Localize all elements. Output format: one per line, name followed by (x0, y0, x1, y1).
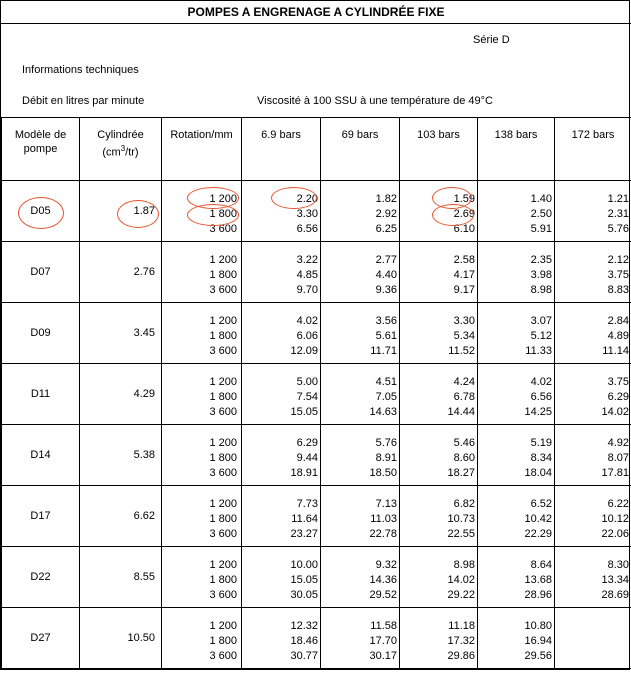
flow-value: 28.96 (524, 589, 552, 601)
table-header-row (2, 118, 631, 181)
cell-flow-p5 (555, 242, 631, 303)
flow-value: 3.30 (296, 208, 318, 220)
flow-value: 11.71 (370, 345, 397, 357)
cell-flow-p1 (242, 608, 321, 669)
cell-flow-p3 (400, 303, 478, 364)
flow-value: 2.58 (453, 254, 475, 266)
cell-flow-p2 (321, 364, 400, 425)
title-divider (1, 23, 631, 24)
table-row (2, 547, 631, 608)
header-displacement-line1: Cylindrée (97, 129, 144, 141)
rotation-value: 1 800 (209, 635, 237, 647)
flow-value: 3.07 (530, 315, 552, 327)
rotation-value: 1 200 (209, 437, 237, 449)
cell-displacement: 6.62 (80, 486, 162, 547)
flow-value: 2.84 (607, 315, 629, 327)
cell-flow-p4 (478, 303, 555, 364)
flow-value: 17.32 (447, 635, 475, 647)
header-pressure-2: 69 bars (321, 118, 400, 181)
table-row (2, 486, 631, 547)
flow-value: 4.17 (453, 269, 475, 281)
cell-flow-p4 (478, 242, 555, 303)
flow-value: 6.22 (607, 498, 629, 510)
flow-value: 6.06 (296, 330, 318, 342)
flow-value: 7.73 (296, 498, 318, 510)
cell-flow-p4 (478, 547, 555, 608)
flow-value: 6.78 (453, 391, 475, 403)
flow-value: 11.52 (448, 345, 475, 357)
cell-rotation (162, 425, 242, 486)
header-displacement (80, 118, 162, 181)
cell-rotation (162, 364, 242, 425)
flow-value: 3.30 (453, 315, 475, 327)
flow-value: 14.36 (369, 574, 397, 586)
cell-flow-p5 (555, 547, 631, 608)
flow-value: 7.05 (375, 391, 397, 403)
cell-displacement: 10.50 (80, 608, 162, 669)
cell-flow-p3 (400, 364, 478, 425)
flow-value: 3.75 (607, 269, 629, 281)
flow-value: 2.35 (530, 254, 552, 266)
flow-value: 5.61 (375, 330, 397, 342)
flow-value: 30.17 (369, 650, 397, 662)
series-label: Série D (473, 34, 510, 46)
cell-model: D05 (2, 181, 80, 242)
cell-flow-p2 (321, 242, 400, 303)
flow-value: 22.55 (447, 528, 475, 540)
flow-value: 3.98 (530, 269, 552, 281)
flow-value: 13.68 (524, 574, 552, 586)
flow-value: 11.14 (602, 345, 629, 357)
flow-value: 30.77 (290, 650, 318, 662)
rotation-value: 1 200 (209, 315, 237, 327)
flow-value: 12.32 (290, 620, 318, 632)
cell-model: D07 (2, 242, 80, 303)
rotation-value: 1 800 (209, 452, 237, 464)
cell-flow-p4 (478, 364, 555, 425)
flow-value: 30.05 (290, 589, 318, 601)
flow-value (555, 649, 629, 664)
flow-value: 6.82 (453, 498, 475, 510)
rotation-value: 3 600 (209, 284, 237, 296)
cell-flow-p4 (478, 608, 555, 669)
cell-flow-p5 (555, 425, 631, 486)
flow-value: 14.02 (601, 406, 629, 418)
flow-value (555, 619, 629, 634)
flow-value: 5.46 (453, 437, 475, 449)
cell-flow-p5 (555, 608, 631, 669)
cell-model: D11 (2, 364, 80, 425)
flow-value: 2.69 (453, 208, 475, 220)
flow-value: 9.44 (296, 452, 318, 464)
flow-value: 14.63 (369, 406, 397, 418)
flow-value: 4.92 (607, 437, 629, 449)
rotation-value: 1 200 (209, 498, 237, 510)
flow-value: 11.03 (370, 513, 397, 525)
flow-value: 4.40 (375, 269, 397, 281)
flow-value (555, 634, 629, 649)
cell-displacement: 3.45 (80, 303, 162, 364)
cell-model: D27 (2, 608, 80, 669)
table-row (2, 242, 631, 303)
flow-value: 15.05 (290, 406, 318, 418)
cell-flow-p1 (242, 364, 321, 425)
flow-value: 12.09 (290, 345, 318, 357)
cell-displacement: 4.29 (80, 364, 162, 425)
flow-value: 2.20 (296, 193, 318, 205)
flow-value: 29.52 (369, 589, 397, 601)
cell-flow-p1 (242, 547, 321, 608)
cell-model: D17 (2, 486, 80, 547)
flow-value: 8.91 (375, 452, 397, 464)
flow-value: 14.44 (447, 406, 475, 418)
cell-flow-p2 (321, 486, 400, 547)
flow-value: 5.76 (607, 223, 629, 235)
flow-value: 8.34 (530, 452, 552, 464)
flow-value: 10.80 (524, 620, 552, 632)
flow-value: 22.06 (601, 528, 629, 540)
flow-value: 1.82 (375, 193, 397, 205)
flow-value: 2.12 (607, 254, 629, 266)
flow-value: 11.33 (525, 345, 552, 357)
unit-post: /tr) (125, 146, 139, 159)
flow-value: 3.22 (296, 254, 318, 266)
cell-flow-p1 (242, 486, 321, 547)
flow-value: 18.27 (447, 467, 475, 479)
flow-value: 6.56 (530, 391, 552, 403)
flow-value: 6.10 (453, 223, 475, 235)
rotation-value: 3 600 (209, 650, 237, 662)
flow-value: 2.77 (375, 254, 397, 266)
rotation-value: 1 800 (209, 269, 237, 281)
flow-value: 3.56 (375, 315, 397, 327)
flow-value: 14.02 (447, 574, 475, 586)
rotation-value: 1 200 (209, 254, 237, 266)
flow-value: 4.85 (296, 269, 318, 281)
flow-value: 29.56 (524, 650, 552, 662)
rotation-value: 1 800 (209, 208, 237, 220)
rotation-value: 1 800 (209, 574, 237, 586)
flow-value: 18.50 (369, 467, 397, 479)
table-row (2, 608, 631, 669)
flow-unit-label: Débit en litres par minute (22, 95, 145, 107)
cell-flow-p5 (555, 486, 631, 547)
cell-flow-p1 (242, 242, 321, 303)
highlight-circle-displacement (117, 200, 159, 228)
flow-value: 13.34 (601, 574, 629, 586)
flow-value: 2.31 (607, 208, 629, 220)
cell-rotation (162, 608, 242, 669)
flow-value: 9.32 (375, 559, 397, 571)
header-rotation: Rotation/mm (162, 118, 242, 181)
viscosity-label: Viscosité à 100 SSU à une température de 49°C (257, 95, 493, 107)
flow-value: 3.75 (607, 376, 629, 388)
header-model-line2: pompe (23, 143, 58, 155)
header-pressure-3: 103 bars (400, 118, 478, 181)
flow-value: 8.98 (453, 559, 475, 571)
flow-value: 4.24 (453, 376, 475, 388)
cell-displacement: 8.55 (80, 547, 162, 608)
flow-value: 4.02 (530, 376, 552, 388)
flow-value: 1.40 (530, 193, 552, 205)
flow-value: 9.36 (375, 284, 397, 296)
rotation-value: 3 600 (209, 345, 237, 357)
flow-value: 5.91 (530, 223, 552, 235)
rotation-value: 3 600 (209, 467, 237, 479)
flow-value: 6.29 (296, 437, 318, 449)
flow-value: 1.59 (453, 193, 475, 205)
cell-displacement: 2.76 (80, 242, 162, 303)
cell-flow-p4 (478, 486, 555, 547)
flow-value: 5.34 (453, 330, 475, 342)
rotation-value: 1 800 (209, 330, 237, 342)
flow-value: 18.46 (290, 635, 318, 647)
flow-value: 5.12 (530, 330, 552, 342)
flow-value: 8.98 (530, 284, 552, 296)
flow-value: 18.91 (290, 467, 318, 479)
flow-value: 6.56 (296, 223, 318, 235)
flow-value: 16.94 (524, 635, 552, 647)
flow-value: 29.22 (447, 589, 475, 601)
flow-value: 22.78 (369, 528, 397, 540)
flow-value: 23.27 (290, 528, 318, 540)
cell-model: D22 (2, 547, 80, 608)
cell-flow-p3 (400, 608, 478, 669)
flow-value: 17.70 (369, 635, 397, 647)
flow-value: 5.00 (296, 376, 318, 388)
header-model-line1: Modèle de (14, 129, 67, 141)
flow-value: 10.42 (524, 513, 552, 525)
rotation-value: 1 800 (209, 513, 237, 525)
cell-flow-p2 (321, 547, 400, 608)
technical-info-label: Informations techniques (22, 64, 139, 76)
highlight-circle-rotation-1800 (187, 204, 239, 226)
table-row (2, 425, 631, 486)
cell-rotation (162, 303, 242, 364)
flow-value: 28.69 (601, 589, 629, 601)
flow-value: 8.64 (530, 559, 552, 571)
header-pressure-4: 138 bars (478, 118, 555, 181)
flow-value: 14.25 (524, 406, 552, 418)
document-title: POMPES A ENGRENAGE A CYLINDRÉE FIXE (187, 5, 445, 19)
cell-flow-p3 (400, 425, 478, 486)
flow-value: 18.04 (524, 467, 552, 479)
header-displacement-unit (80, 142, 161, 160)
cell-flow-p1 (242, 425, 321, 486)
rotation-value: 3 600 (209, 406, 237, 418)
flow-value: 2.50 (530, 208, 552, 220)
flow-value: 8.30 (607, 559, 629, 571)
flow-value: 6.52 (530, 498, 552, 510)
cell-flow-p2 (321, 608, 400, 669)
rotation-value: 1 200 (209, 376, 237, 388)
rotation-value: 3 600 (209, 528, 237, 540)
header-model (2, 118, 80, 181)
flow-value: 6.29 (607, 391, 629, 403)
cell-flow-p4 (478, 425, 555, 486)
cell-flow-p2 (321, 425, 400, 486)
cell-flow-p2 (321, 303, 400, 364)
cell-flow-p2 (321, 181, 400, 242)
flow-value: 11.58 (370, 620, 397, 632)
header-pressure-1: 6.9 bars (242, 118, 321, 181)
table-row (2, 181, 631, 242)
flow-value: 17.81 (601, 467, 629, 479)
cell-flow-p5 (555, 364, 631, 425)
flow-value: 4.02 (296, 315, 318, 327)
flow-value: 5.19 (530, 437, 552, 449)
flow-value: 6.25 (375, 223, 397, 235)
flow-value: 10.73 (447, 513, 475, 525)
rotation-value: 1 200 (209, 559, 237, 571)
rotation-value: 1 200 (209, 620, 237, 632)
table-row (2, 364, 631, 425)
flow-value: 7.54 (296, 391, 318, 403)
flow-value: 1.21 (607, 193, 629, 205)
cell-flow-p1 (242, 303, 321, 364)
cell-flow-p3 (400, 547, 478, 608)
flow-value: 5.76 (375, 437, 397, 449)
flow-value: 8.83 (607, 284, 629, 296)
cell-displacement: 5.38 (80, 425, 162, 486)
flow-value: 4.89 (607, 330, 629, 342)
flow-value: 9.17 (453, 284, 475, 296)
cell-flow-p5 (555, 303, 631, 364)
highlight-circle-6-9bar (271, 187, 317, 209)
flow-value: 8.60 (453, 452, 475, 464)
rotation-value: 3 600 (209, 589, 237, 601)
rotation-value: 1 800 (209, 391, 237, 403)
cell-flow-p4 (478, 181, 555, 242)
flow-value: 7.13 (375, 498, 397, 510)
flow-value: 11.18 (448, 620, 475, 632)
cell-model: D14 (2, 425, 80, 486)
flow-value: 8.07 (607, 452, 629, 464)
cell-flow-p3 (400, 242, 478, 303)
cell-flow-p3 (400, 486, 478, 547)
cell-rotation (162, 486, 242, 547)
flow-value: 29.86 (447, 650, 475, 662)
cell-model: D09 (2, 303, 80, 364)
flow-value: 10.00 (290, 559, 318, 571)
header-pressure-5: 172 bars (555, 118, 631, 181)
unit-pre: (cm (102, 146, 121, 159)
cell-displacement: 1.87 (80, 181, 162, 242)
flow-value: 10.12 (601, 513, 629, 525)
rotation-value: 1 200 (209, 193, 237, 205)
flow-value: 4.51 (375, 376, 397, 388)
flow-value: 22.29 (524, 528, 552, 540)
highlight-circle-model (18, 197, 64, 229)
cell-flow-p5 (555, 181, 631, 242)
flow-value: 15.05 (290, 574, 318, 586)
highlight-circle-103bar-b (432, 204, 474, 226)
unit-sup: 3 (120, 144, 126, 153)
flow-value: 9.70 (296, 284, 318, 296)
table-row (2, 303, 631, 364)
rotation-value: 3 600 (209, 223, 237, 235)
cell-rotation (162, 547, 242, 608)
cell-rotation (162, 242, 242, 303)
flow-value: 11.64 (291, 513, 318, 525)
flow-value: 2.92 (375, 208, 397, 220)
